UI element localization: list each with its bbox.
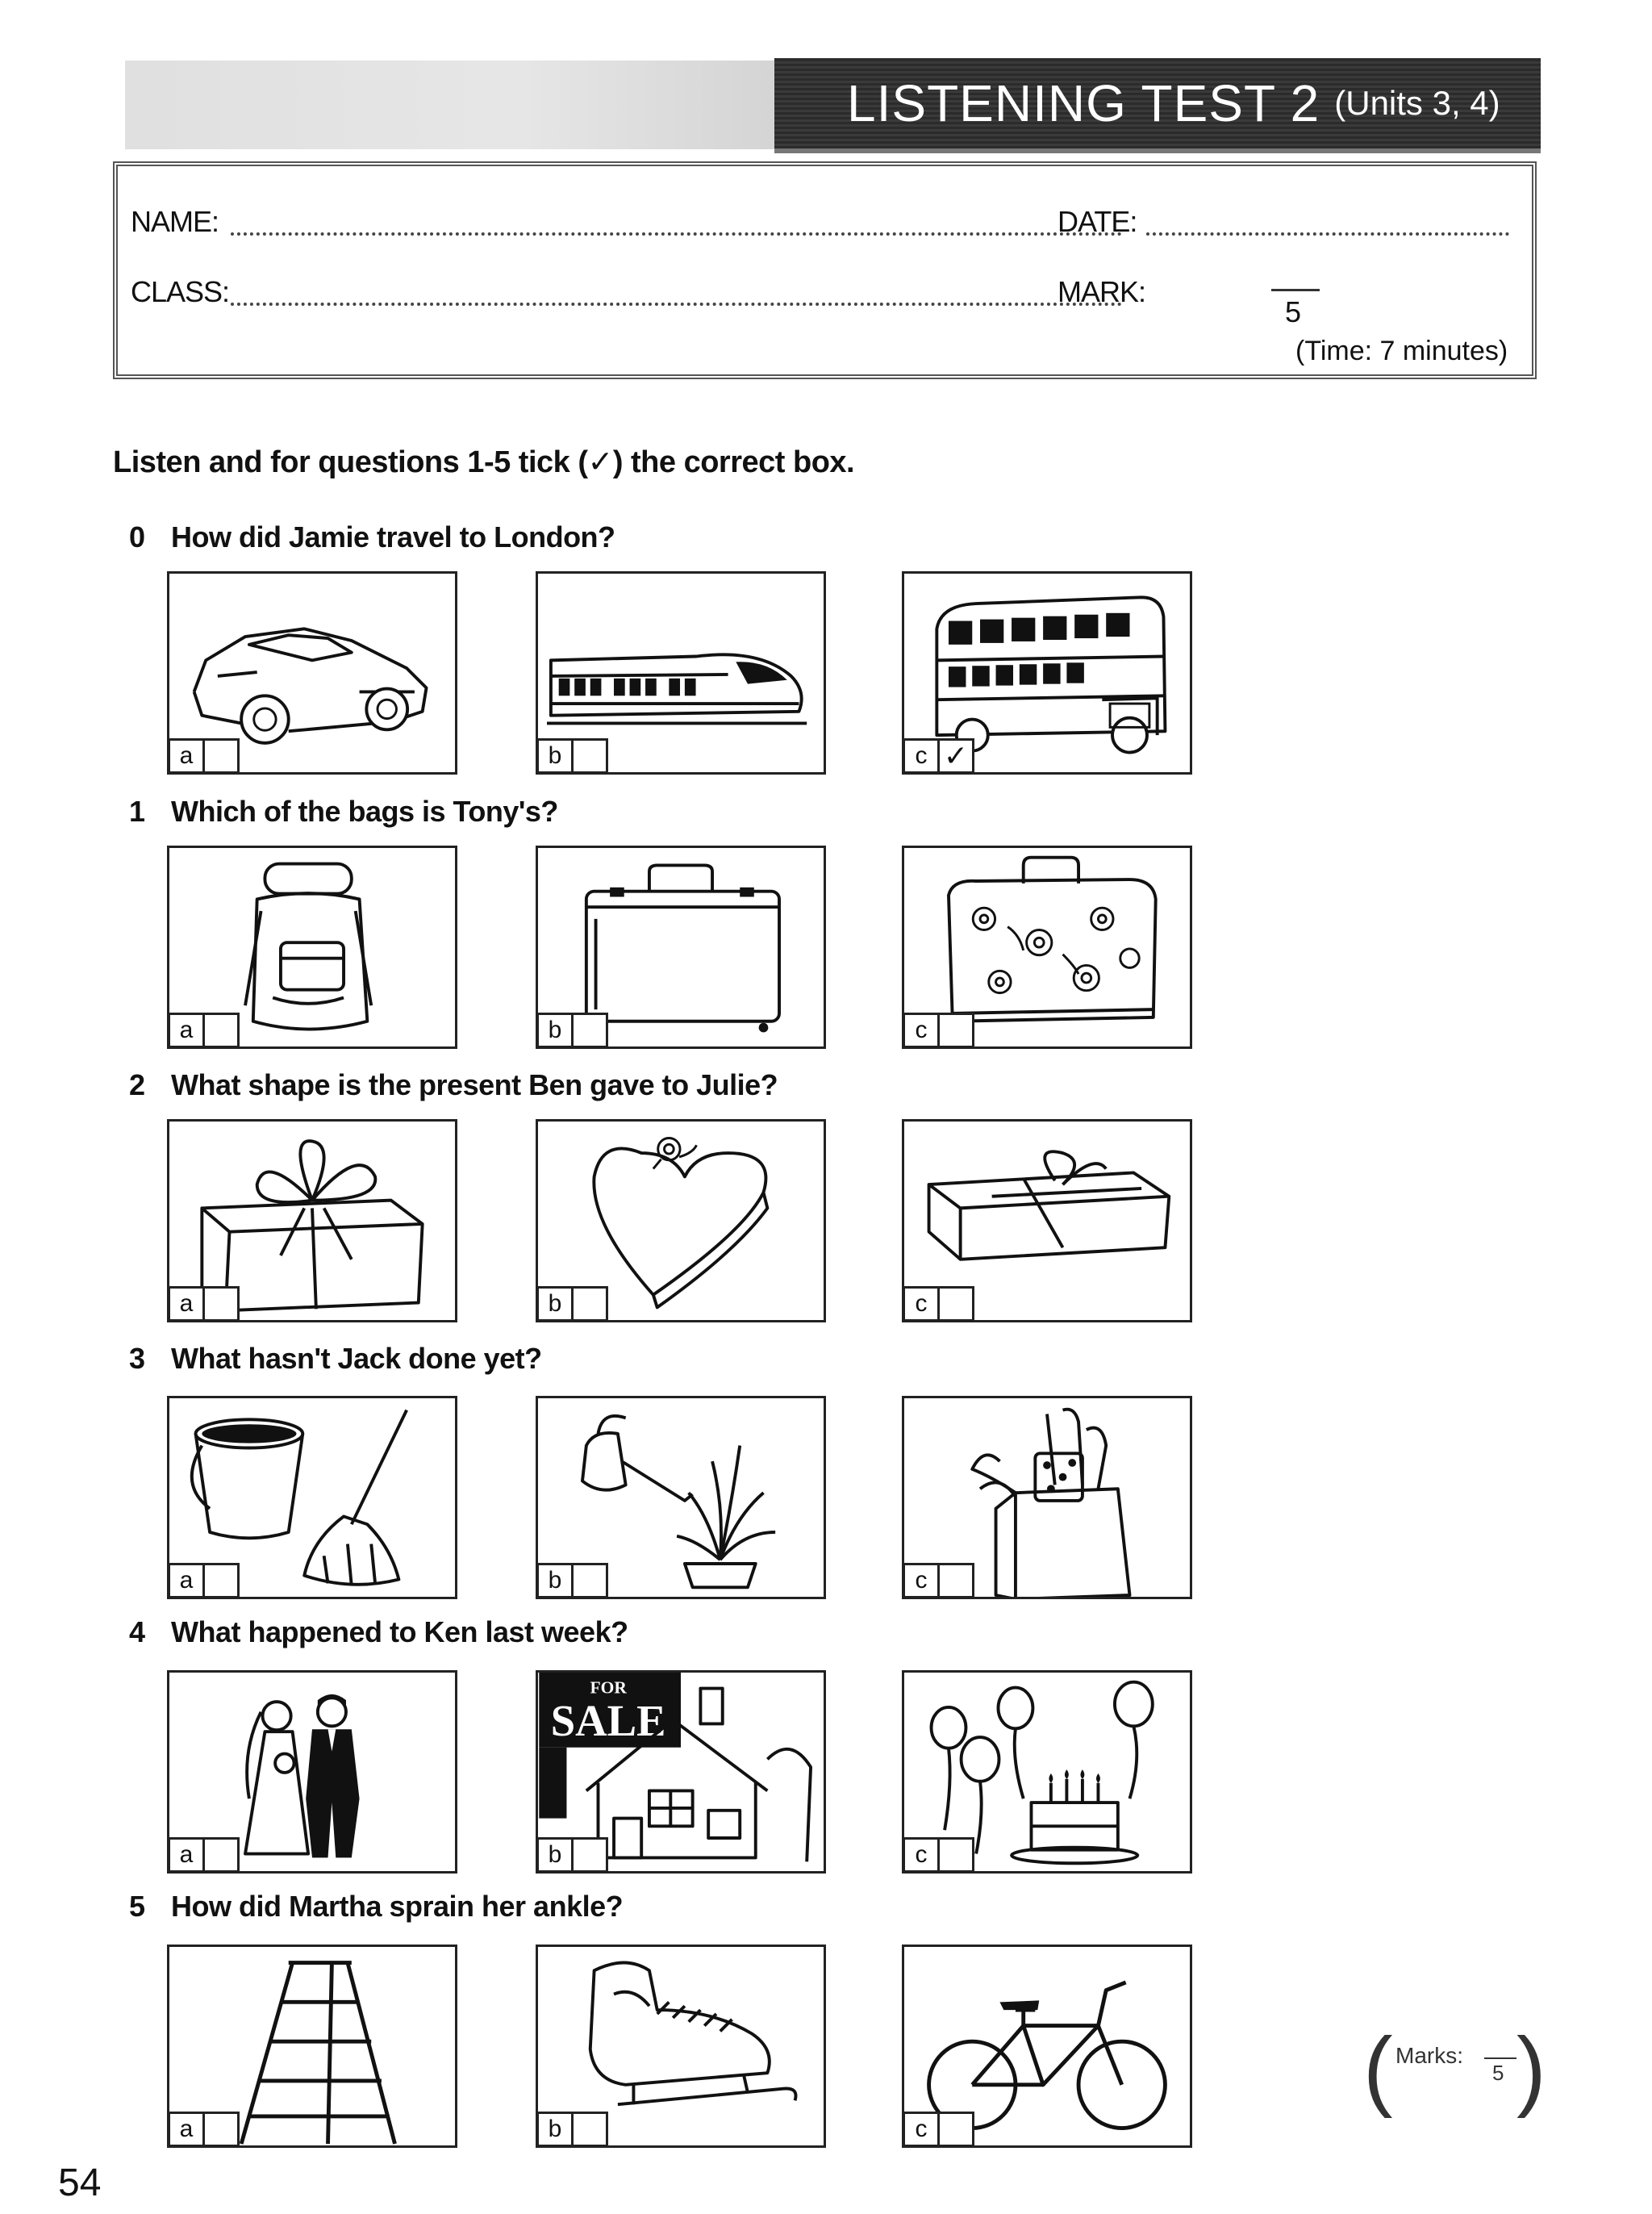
question-1 bbox=[129, 795, 558, 829]
tick-box[interactable] bbox=[571, 1837, 608, 1873]
name-label: NAME: bbox=[131, 205, 219, 238]
tick-box[interactable] bbox=[202, 1563, 240, 1598]
tick-box[interactable] bbox=[571, 738, 608, 774]
question-2 bbox=[129, 1068, 778, 1102]
name-field[interactable] bbox=[231, 232, 1122, 236]
option-letter: b bbox=[536, 1013, 574, 1048]
tick-box[interactable] bbox=[571, 1286, 608, 1322]
marks-denominator: 5 bbox=[1492, 2061, 1504, 2085]
option-letter: c bbox=[903, 1837, 940, 1873]
option-0b[interactable] bbox=[536, 571, 826, 775]
option-letter: b bbox=[536, 738, 574, 774]
option-4c[interactable] bbox=[902, 1670, 1192, 1874]
option-letter: a bbox=[168, 1286, 205, 1322]
tick-box[interactable] bbox=[202, 1837, 240, 1873]
instruction-text: Listen and for questions 1-5 tick (✓) the correct box. bbox=[113, 445, 855, 479]
left-parenthesis: ( bbox=[1363, 2020, 1393, 2119]
tick-box[interactable] bbox=[937, 1837, 974, 1873]
date-field[interactable] bbox=[1146, 232, 1509, 236]
date-label: DATE: bbox=[1058, 205, 1137, 238]
class-label: CLASS: bbox=[131, 275, 230, 308]
question-text: What hasn't Jack done yet? bbox=[171, 1342, 542, 1375]
question-number: 5 bbox=[129, 1890, 145, 1923]
test-title: LISTENING TEST 2 bbox=[847, 74, 1320, 132]
option-0c[interactable] bbox=[902, 571, 1192, 775]
tick-box[interactable] bbox=[202, 1013, 240, 1048]
tick-box[interactable] bbox=[937, 2112, 974, 2147]
tick-box[interactable] bbox=[571, 2112, 608, 2147]
tick-box[interactable] bbox=[937, 1286, 974, 1322]
option-1b[interactable] bbox=[536, 846, 826, 1049]
option-letter: a bbox=[168, 738, 205, 774]
option-3c[interactable] bbox=[902, 1396, 1192, 1599]
tick-box[interactable] bbox=[202, 738, 240, 774]
option-letter: c bbox=[903, 1563, 940, 1598]
question-text: How did Martha sprain her ankle? bbox=[171, 1890, 624, 1923]
option-3a[interactable] bbox=[167, 1396, 457, 1599]
page-number: 54 bbox=[58, 2162, 102, 2204]
option-letter: a bbox=[168, 2112, 205, 2147]
option-0a[interactable] bbox=[167, 571, 457, 775]
question-number: 1 bbox=[129, 795, 145, 828]
option-letter: b bbox=[536, 1837, 574, 1873]
question-number: 4 bbox=[129, 1615, 145, 1648]
tick-box[interactable] bbox=[571, 1013, 608, 1048]
question-number: 2 bbox=[129, 1068, 145, 1101]
question-0 bbox=[129, 520, 615, 554]
option-2b[interactable] bbox=[536, 1119, 826, 1322]
option-1c[interactable] bbox=[902, 846, 1192, 1049]
question-number: 0 bbox=[129, 520, 145, 554]
option-letter: a bbox=[168, 1013, 205, 1048]
sign-sale-text: SALE bbox=[550, 1696, 666, 1746]
tick-box[interactable] bbox=[571, 1563, 608, 1598]
show-through-band bbox=[125, 61, 778, 149]
time-note: (Time: 7 minutes) bbox=[1295, 336, 1508, 366]
mark-label: MARK: bbox=[1058, 275, 1146, 308]
right-parenthesis: ) bbox=[1516, 2020, 1546, 2119]
option-4a[interactable] bbox=[167, 1670, 457, 1874]
test-units: (Units 3, 4) bbox=[1334, 84, 1500, 122]
option-1a[interactable] bbox=[167, 846, 457, 1049]
option-letter: b bbox=[536, 1286, 574, 1322]
question-text: What shape is the present Ben gave to Julie? bbox=[171, 1068, 778, 1101]
question-number: 3 bbox=[129, 1342, 145, 1375]
tick-box-checked[interactable]: ✓ bbox=[937, 738, 974, 774]
class-field[interactable] bbox=[231, 303, 1122, 306]
sign-for-text: FOR bbox=[590, 1677, 627, 1698]
option-5c[interactable] bbox=[902, 1945, 1192, 2148]
question-text: How did Jamie travel to London? bbox=[171, 520, 615, 554]
mark-denominator: 5 bbox=[1285, 295, 1302, 328]
option-letter: b bbox=[536, 1563, 574, 1598]
option-letter: c bbox=[903, 738, 940, 774]
tick-box[interactable] bbox=[937, 1013, 974, 1048]
marks-fraction-line bbox=[1484, 2057, 1516, 2059]
option-5a[interactable] bbox=[167, 1945, 457, 2148]
option-letter: c bbox=[903, 1286, 940, 1322]
tick-box[interactable] bbox=[202, 2112, 240, 2147]
tick-box[interactable] bbox=[937, 1563, 974, 1598]
option-letter: c bbox=[903, 2112, 940, 2147]
option-letter: a bbox=[168, 1563, 205, 1598]
tick-box[interactable] bbox=[202, 1286, 240, 1322]
test-title-bar bbox=[774, 58, 1541, 148]
question-5 bbox=[129, 1890, 623, 1924]
marks-area bbox=[1363, 2020, 1546, 2122]
option-letter: c bbox=[903, 1013, 940, 1048]
mark-fraction-line bbox=[1271, 289, 1320, 291]
option-4b[interactable] bbox=[536, 1670, 826, 1874]
option-3b[interactable] bbox=[536, 1396, 826, 1599]
student-info-box bbox=[113, 161, 1537, 379]
question-text: What happened to Ken last week? bbox=[171, 1615, 628, 1648]
option-5b[interactable] bbox=[536, 1945, 826, 2148]
question-4 bbox=[129, 1615, 628, 1649]
option-letter: a bbox=[168, 1837, 205, 1873]
question-text: Which of the bags is Tony's? bbox=[171, 795, 558, 828]
marks-label: Marks: bbox=[1395, 2043, 1463, 2068]
option-letter: b bbox=[536, 2112, 574, 2147]
option-2c[interactable] bbox=[902, 1119, 1192, 1322]
question-3 bbox=[129, 1342, 542, 1376]
option-2a[interactable] bbox=[167, 1119, 457, 1322]
